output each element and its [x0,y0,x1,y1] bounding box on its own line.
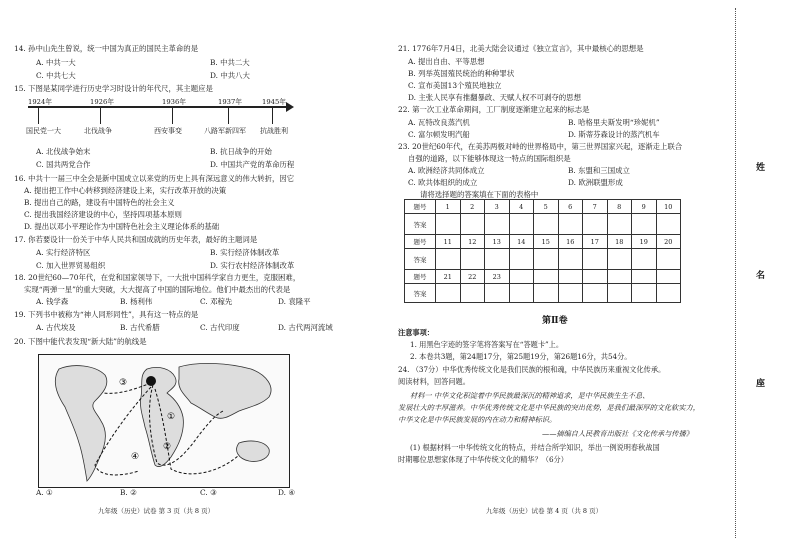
table-row-label: 题号 [405,235,436,249]
table-row-label: 答案 [405,284,436,303]
answer-cell[interactable] [632,214,657,235]
empty-cell [632,284,657,303]
question-20-stem: 20. 下图中能代表发现“新大陆”的航线是 [14,337,147,346]
answer-cell[interactable] [436,284,461,303]
timeline-event: 北伐战争 [84,127,112,135]
empty-cell [509,270,534,284]
question-22-option-b: B. 哈格里夫斯发明“珍妮机” [568,118,660,127]
section-2-title: 第Ⅱ卷 [542,316,568,326]
question-21-option-d: D. 主张人民享有推翻暴政、天赋人权不可剥夺的思想 [408,93,581,102]
question-14-option-d: D. 中共八大 [210,71,250,80]
answer-cell[interactable] [460,214,485,235]
answer-cell[interactable] [460,284,485,303]
timeline-tick [228,106,229,124]
timeline-year: 1945年 [262,98,287,106]
answer-cell[interactable] [656,214,681,235]
timeline-event: 抗战胜利 [260,127,288,135]
question-19-stem: 19. 下列书中被称为“神人同形同性”，具有这一特点的是 [14,310,199,319]
exam-page-left [0,0,390,544]
table-row-label: 题号 [405,270,436,284]
question-number-cell: 13 [485,235,510,249]
question-19-option-c: C. 古代印度 [200,323,240,332]
question-23-option-a: A. 欧洲经济共同体成立 [408,166,485,175]
question-19-option-d: D. 古代两河流域 [278,323,333,332]
question-18-option-d: D. 袁隆平 [278,297,311,306]
empty-cell [583,284,608,303]
question-23-option-c: C. 欧共体组织的成立 [408,178,478,187]
question-23-option-d: D. 欧洲联盟形成 [568,178,623,187]
answer-cell[interactable] [485,284,510,303]
table-row [405,284,681,303]
timeline-tick [172,106,173,124]
route-marker: ④ [131,452,140,462]
answer-cell[interactable] [558,214,583,235]
table-row-label: 题号 [405,200,436,214]
origin-port-marker [146,376,156,386]
question-15-stem: 15. 下图是某同学进行历史学习时设计的年代尺，其主题应是 [14,84,213,93]
question-number-cell: 15 [534,235,559,249]
answer-cell[interactable] [485,214,510,235]
answer-cell[interactable] [534,249,559,270]
timeline-axis [28,106,290,108]
material-source: ——摘编自人民教育出版社《文化传承与传播》 [542,429,693,438]
page-footer: 九年级（历史）试卷 第 3 页（共 8 页） [98,507,215,515]
question-15-option-d: D. 中国共产党的革命历程 [210,160,295,169]
sub-question-1-line-2: 时期哪位思想家体现了中华传统文化的精华？（6分） [398,455,568,464]
timeline-arrow-icon [286,102,294,112]
timeline-year: 1924年 [28,98,53,106]
question-23-stem: 23. 20世纪60年代，在美苏两极对峙的世界格局中，第三世界国家兴起，逐渐走上联合 [398,142,683,151]
question-16-stem: 16. 中共十一届三中全会是新中国成立以来党的历史上具有深远意义的伟大转折，因它 [14,174,295,183]
answer-cell[interactable] [632,249,657,270]
question-14-stem: 14. 孙中山先生曾说，统一中国为真正的国民主革命的是 [14,44,199,53]
australia-landmass [237,441,270,461]
question-number-cell: 14 [509,235,534,249]
binding-margin [732,0,794,544]
empty-cell [534,270,559,284]
answer-cell[interactable] [509,214,534,235]
question-23-option-b: B. 东盟和三国成立 [568,166,630,175]
question-number-cell: 23 [485,270,510,284]
question-15-option-c: C. 国共两党合作 [36,160,91,169]
question-number-cell: 3 [485,200,510,214]
question-22-option-a: A. 瓦特改良蒸汽机 [408,118,470,127]
timeline-tick [38,106,39,124]
question-17-option-c: C. 加入世界贸易组织 [36,261,106,270]
answer-cell[interactable] [558,249,583,270]
timeline-event: 国民党一大 [26,127,61,135]
empty-cell [607,270,632,284]
empty-cell [632,270,657,284]
question-number-cell: 8 [607,200,632,214]
note-2: 2. 本卷共3题，第24题17分，第25题19分，第26题16分，共54分。 [410,352,632,361]
answer-table-caption: 请将选择题的答案填在下面的表格中 [420,190,539,199]
question-22-stem: 22. 第一次工业革命期间，工厂制度逐渐建立起来的标志是 [398,105,590,114]
question-17-option-a: A. 实行经济特区 [36,248,91,257]
timeline-year: 1937年 [218,98,243,106]
route-marker: ① [167,412,176,422]
answer-cell[interactable] [436,214,461,235]
timeline-event: 西安事变 [154,127,182,135]
empty-cell [509,284,534,303]
table-row-label: 答案 [405,249,436,270]
question-17-option-d: D. 实行农村经济体制改革 [210,261,295,270]
question-20-option-d: D. ④ [278,488,295,497]
material-1-line-2: 发展壮大的丰厚滋养。中华优秀传统文化是中华民族的突出优势，是我们最深厚的文化软实力， [398,403,700,412]
question-number-cell: 2 [460,200,485,214]
timeline-year: 1936年 [162,98,187,106]
question-number-cell: 5 [534,200,559,214]
table-row [405,249,681,270]
question-14-option-c: C. 中共七大 [36,71,76,80]
answer-cell[interactable] [656,249,681,270]
question-22-option-d: D. 斯蒂芬森设计的蒸汽机车 [568,130,660,139]
question-number-cell: 18 [607,235,632,249]
timeline-tick [272,106,273,124]
answer-cell[interactable] [583,249,608,270]
question-17-stem: 17. 你若要设计一份关于中华人民共和国成就的历史年表，最好的主题词是 [14,235,258,244]
question-number-cell: 1 [436,200,461,214]
question-18-stem-2: 实现“两弹一星”的重大突破，大大提高了中国的国际地位。他们中最杰出的代表是 [24,285,291,294]
question-21-option-b: B. 列举英国殖民统治的种种罪状 [408,69,515,78]
binding-dotted-line [735,8,736,538]
question-14-option-b: B. 中共二大 [210,58,250,67]
empty-cell [583,270,608,284]
route-marker: ③ [119,378,128,388]
empty-cell [656,270,681,284]
table-row-label: 答案 [405,214,436,235]
question-number-cell: 4 [509,200,534,214]
empty-cell [558,284,583,303]
table-row [405,200,681,214]
question-21-option-c: C. 宣布美国13个殖民地独立 [408,81,502,90]
answer-cell[interactable] [534,214,559,235]
question-number-cell: 9 [632,200,657,214]
binding-label-char: 名 [756,271,766,281]
question-16-option-b: B. 提出自己的路，建设有中国特色的社会主义 [24,198,175,207]
question-18-option-a: A. 钱学森 [36,297,69,306]
table-row [405,270,681,284]
question-19-option-a: A. 古代埃及 [36,323,76,332]
note-1: 1. 用黑色字迹的签字笔将答案写在“答题卡”上。 [410,340,564,349]
question-16-option-c: C. 提出我国经济建设的中心，坚持四项基本原则 [24,210,182,219]
world-map-illustration [39,355,289,487]
question-number-cell: 7 [583,200,608,214]
answer-cell[interactable] [460,249,485,270]
question-number-cell: 10 [656,200,681,214]
answer-cell[interactable] [583,214,608,235]
question-21-stem: 21. 1776年7月4日，北美大陆会议通过《独立宣言》，其中最核心的思想是 [398,44,644,53]
question-15-option-a: A. 北伐战争始末 [36,147,91,156]
question-18-option-b: B. 杨利伟 [120,297,153,306]
question-number-cell: 19 [632,235,657,249]
timeline-year: 1926年 [90,98,115,106]
question-number-cell: 6 [558,200,583,214]
material-1-line-3: 中华文化是中华民族发展的内在动力和精神标识。 [398,415,557,424]
question-number-cell: 12 [460,235,485,249]
answer-table [404,199,681,303]
world-route-map [38,354,290,488]
question-21-option-a: A. 提出自由、平等思想 [408,57,485,66]
question-17-option-b: B. 实行经济体制改革 [210,248,280,257]
answer-cell[interactable] [607,214,632,235]
timeline-event: 八路军新四军 [204,127,246,135]
question-14-option-a: A. 中共一大 [36,58,76,67]
table-row [405,235,681,249]
exam-page-right [392,0,730,544]
question-number-cell: 20 [656,235,681,249]
question-number-cell: 16 [558,235,583,249]
answer-cell[interactable] [485,249,510,270]
question-18-option-c: C. 邓稼先 [200,297,233,306]
empty-cell [607,284,632,303]
notes-title: 注意事项： [398,328,434,337]
question-20-option-c: C. ③ [200,488,217,497]
sub-question-1-line-1: (1) 根据材料一中华传统文化的特点，并结合所学知识，举出一例说明春秋战国 [410,443,660,452]
question-15-option-b: B. 抗日战争的开始 [210,147,272,156]
question-20-option-b: B. ② [120,488,137,497]
empty-cell [558,270,583,284]
question-19-option-b: B. 古代希腊 [120,323,160,332]
answer-cell[interactable] [436,249,461,270]
question-16-option-a: A. 提出把工作中心转移到经济建设上来，实行改革开放的决策 [24,186,227,195]
question-22-option-c: C. 富尔顿发明汽船 [408,130,470,139]
question-number-cell: 11 [436,235,461,249]
route-marker: ② [163,442,172,452]
material-1-line-1: 材料一 中华文化积淀着中华民族最深沉的精神追求，是中华民族生生不息、 [410,391,650,400]
question-24-stem-2: 阅读材料，回答问题。 [398,377,470,386]
empty-cell [656,284,681,303]
binding-label-char: 姓 [756,163,766,173]
question-23-stem-2: 自强的道路，以下能够体现这一特点的国际组织是 [408,154,571,163]
americas-landmass [55,366,107,481]
table-row [405,214,681,235]
question-number-cell: 17 [583,235,608,249]
timeline-diagram [28,96,298,144]
question-18-stem: 18. 20世纪60—70年代，在党和国家领导下，一大批中国科学家自力更生，克服困难， [14,273,301,282]
answer-cell[interactable] [607,249,632,270]
question-24-stem: 24. （37分）中华优秀传统文化是我们民族的根和魂，中华民族历来重视文化传承。 [398,365,666,374]
answer-cell[interactable] [509,249,534,270]
binding-label-char: 座 [756,379,766,389]
question-number-cell: 21 [436,270,461,284]
question-number-cell: 22 [460,270,485,284]
asia-landmass [179,363,271,418]
page-footer: 九年级（历史）试卷 第 4 页（共 8 页） [486,507,603,515]
empty-cell [534,284,559,303]
question-20-option-a: A. ① [36,488,53,497]
question-16-option-d: D. 提出以邓小平理论作为中国特色社会主义理论体系的基础 [24,222,220,231]
timeline-tick [100,106,101,124]
